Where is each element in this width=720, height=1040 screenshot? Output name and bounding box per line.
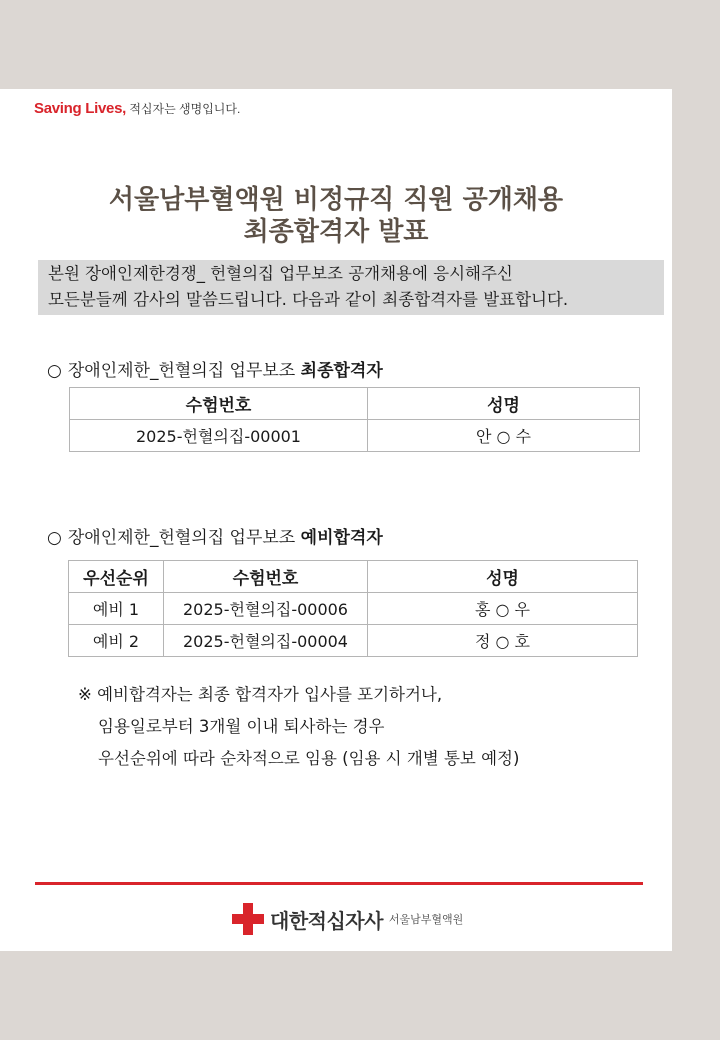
note-line-3: 우선순위에 따라 순차적으로 임용 (임용 시 개별 통보 예정)	[98, 749, 520, 768]
reserve-table	[68, 560, 638, 657]
col-name: 성명	[368, 561, 638, 593]
slogan	[34, 100, 240, 117]
col-priority: 우선순위	[69, 561, 164, 593]
reserve-note	[78, 679, 519, 775]
final-section-heading	[47, 356, 383, 381]
cell-name: 정 ○ 호	[368, 625, 638, 657]
intro-line-2: 모든분들께 감사의 말씀드립니다. 다음과 같이 최종합격자를 발표합니다.	[48, 290, 569, 309]
cell-exam-no: 2025-헌혈의집-00001	[70, 420, 368, 452]
col-exam-no: 수험번호	[164, 561, 368, 593]
circle-bullet-icon: ○	[47, 528, 62, 548]
title-line-2: 최종합격자 발표	[243, 217, 429, 247]
cell-exam-no: 2025-헌혈의집-00006	[164, 593, 368, 625]
reserve-section-emphasis: 예비합격자	[300, 528, 383, 548]
title-line-1: 서울남부혈액원 비정규직 직원 공개채용	[108, 185, 564, 215]
table-row	[69, 593, 638, 625]
page-title	[0, 184, 672, 248]
cell-exam-no: 2025-헌혈의집-00004	[164, 625, 368, 657]
cell-priority: 예비 1	[69, 593, 164, 625]
document-sheet	[0, 89, 672, 951]
col-name: 성명	[368, 388, 640, 420]
table-row	[69, 625, 638, 657]
table-row	[70, 420, 640, 452]
intro-box	[38, 260, 664, 315]
reserve-section-prefix: 장애인제한_헌혈의집 업무보조	[67, 528, 296, 548]
footer-logo	[232, 903, 463, 935]
cell-priority: 예비 2	[69, 625, 164, 657]
circle-bullet-icon: ○	[47, 361, 62, 381]
footer-org-name: 대한적십자사	[270, 908, 383, 933]
final-section-prefix: 장애인제한_헌혈의집 업무보조	[67, 361, 296, 381]
table-header-row	[70, 388, 640, 420]
final-section-emphasis: 최종합격자	[300, 361, 383, 381]
table-header-row	[69, 561, 638, 593]
cell-name: 홍 ○ 우	[368, 593, 638, 625]
note-line-1: ※ 예비합격자는 최종 합격자가 입사를 포기하거나,	[78, 685, 443, 704]
final-table	[69, 387, 640, 452]
col-exam-no: 수험번호	[70, 388, 368, 420]
slogan-tagline: 적십자는 생명입니다.	[129, 102, 241, 116]
footer-divider	[35, 882, 643, 885]
reserve-section-heading	[47, 523, 383, 548]
slogan-brand: Saving Lives,	[34, 100, 126, 117]
footer-branch-name: 서울남부혈액원	[388, 913, 464, 926]
cell-name: 안 ○ 수	[368, 420, 640, 452]
red-cross-icon	[232, 903, 264, 935]
intro-line-1: 본원 장애인제한경쟁_ 헌혈의집 업무보조 공개채용에 응시해주신	[48, 264, 513, 283]
note-line-2: 임용일로부터 3개월 이내 퇴사하는 경우	[98, 717, 385, 736]
